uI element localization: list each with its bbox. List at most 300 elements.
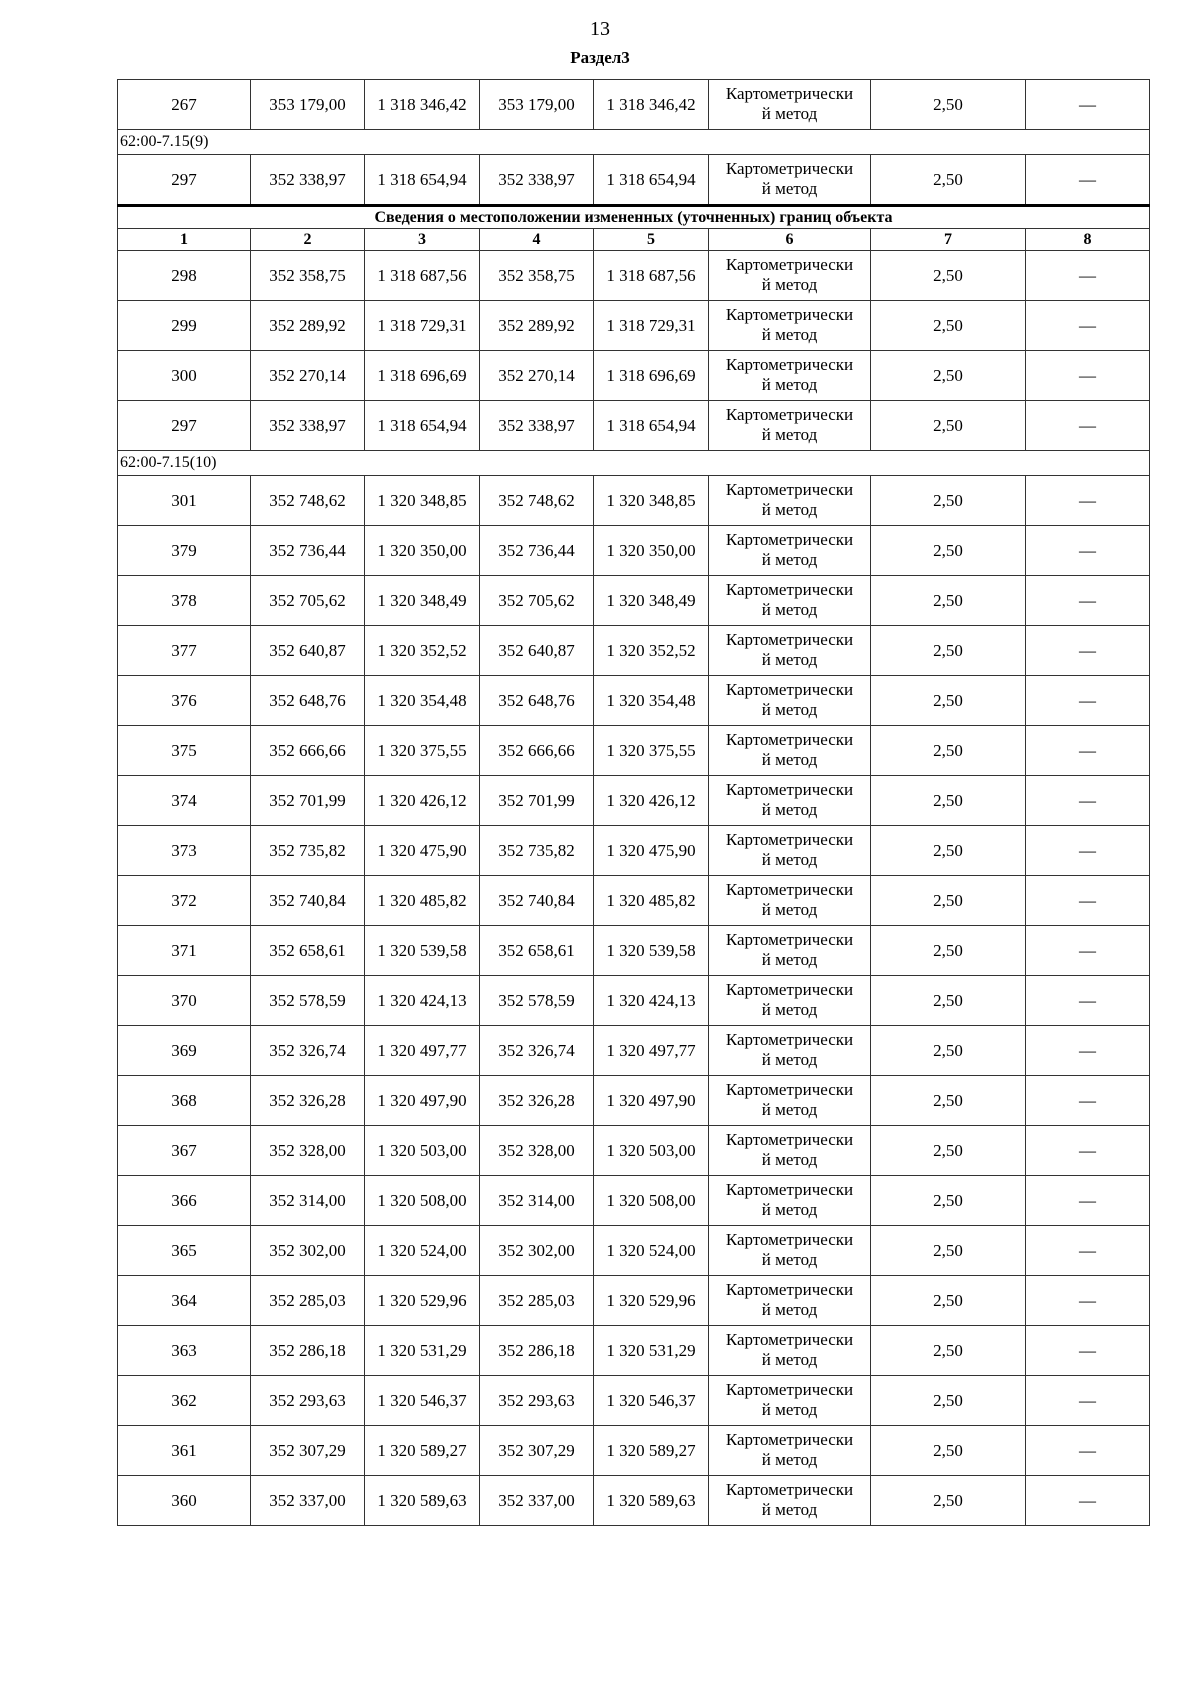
cell-c8: —: [1026, 926, 1150, 976]
cell-c4: 352 270,14: [480, 351, 594, 401]
cell-c5: 1 320 352,52: [594, 626, 709, 676]
method-line2: й метод: [761, 699, 818, 719]
cell-c3: 1 320 524,00: [365, 1226, 480, 1276]
column-number: 6: [709, 229, 871, 251]
cell-c5: 1 318 729,31: [594, 301, 709, 351]
method-line1: Картометрически: [725, 1129, 854, 1149]
cell-c3: 1 320 508,00: [365, 1176, 480, 1226]
method-line2: й метод: [761, 274, 818, 294]
cell-c3: 1 320 589,27: [365, 1426, 480, 1476]
cell-c2: 352 314,00: [251, 1176, 365, 1226]
cell-c3: 1 320 350,00: [365, 526, 480, 576]
cell-c7: 2,50: [871, 1326, 1026, 1376]
method-line1: Картометрически: [725, 1279, 854, 1299]
cell-c7: 2,50: [871, 476, 1026, 526]
group-row: [118, 130, 1150, 155]
method-line1: Картометрически: [725, 929, 854, 949]
cell-c1: 300: [118, 351, 251, 401]
method-line2: й метод: [761, 1049, 818, 1069]
cell-c7: 2,50: [871, 526, 1026, 576]
group-row: [118, 451, 1150, 476]
cell-c8: —: [1026, 1326, 1150, 1376]
cell-c3: 1 320 352,52: [365, 626, 480, 676]
cell-c4: 353 179,00: [480, 80, 594, 130]
cell-c8: —: [1026, 876, 1150, 926]
cell-c8: —: [1026, 726, 1150, 776]
method-line2: й метод: [761, 374, 818, 394]
cell-c3: 1 318 654,94: [365, 401, 480, 451]
method-line1: Картометрически: [725, 979, 854, 999]
method-line2: й метод: [761, 499, 818, 519]
method-line2: й метод: [761, 1449, 818, 1469]
cell-c3: 1 320 354,48: [365, 676, 480, 726]
cell-c2: 352 736,44: [251, 526, 365, 576]
cell-c2: 352 648,76: [251, 676, 365, 726]
cell-c8: —: [1026, 1376, 1150, 1426]
cell-c2: 353 179,00: [251, 80, 365, 130]
method-line2: й метод: [761, 178, 818, 198]
cell-c7: 2,50: [871, 1176, 1026, 1226]
cell-c3: 1 320 485,82: [365, 876, 480, 926]
cell-c1: 297: [118, 401, 251, 451]
cell-method: [709, 476, 871, 526]
cell-c5: 1 318 346,42: [594, 80, 709, 130]
method-line1: Картометрически: [725, 404, 854, 424]
cell-c5: 1 320 503,00: [594, 1126, 709, 1176]
table-row: [118, 401, 1150, 451]
cell-c5: 1 320 354,48: [594, 676, 709, 726]
cell-c2: 352 337,00: [251, 1476, 365, 1526]
cell-c4: 352 748,62: [480, 476, 594, 526]
cell-c4: 352 285,03: [480, 1276, 594, 1326]
cell-c8: —: [1026, 826, 1150, 876]
method-line2: й метод: [761, 549, 818, 569]
cell-c2: 352 338,97: [251, 401, 365, 451]
cell-c8: —: [1026, 476, 1150, 526]
cell-c3: 1 318 687,56: [365, 251, 480, 301]
method-line1: Картометрически: [725, 1379, 854, 1399]
column-number: 3: [365, 229, 480, 251]
cell-c8: —: [1026, 526, 1150, 576]
table-row: [118, 1326, 1150, 1376]
cell-c1: 366: [118, 1176, 251, 1226]
cell-c5: 1 318 687,56: [594, 251, 709, 301]
cell-c1: 367: [118, 1126, 251, 1176]
cell-c8: —: [1026, 1426, 1150, 1476]
cell-c8: —: [1026, 1126, 1150, 1176]
table-row: [118, 1176, 1150, 1226]
group-label: 62:00-7.15(9): [118, 130, 1150, 155]
method-line1: Картометрически: [725, 629, 854, 649]
cell-c8: —: [1026, 1026, 1150, 1076]
cell-c3: 1 318 696,69: [365, 351, 480, 401]
cell-method: [709, 1326, 871, 1376]
method-line2: й метод: [761, 424, 818, 444]
table-row: [118, 526, 1150, 576]
cell-c3: 1 318 729,31: [365, 301, 480, 351]
cell-method: [709, 926, 871, 976]
table-row: [118, 1226, 1150, 1276]
cell-c3: 1 318 654,94: [365, 155, 480, 206]
cell-c1: 364: [118, 1276, 251, 1326]
cell-c1: 267: [118, 80, 251, 130]
cell-c3: 1 320 375,55: [365, 726, 480, 776]
cell-c7: 2,50: [871, 1126, 1026, 1176]
cell-method: [709, 155, 871, 206]
cell-method: [709, 351, 871, 401]
cell-c7: 2,50: [871, 726, 1026, 776]
table-row: [118, 826, 1150, 876]
table-row: [118, 976, 1150, 1026]
cell-method: [709, 1376, 871, 1426]
cell-c7: 2,50: [871, 251, 1026, 301]
table-row: [118, 1276, 1150, 1326]
table-row: [118, 1076, 1150, 1126]
cell-c7: 2,50: [871, 1076, 1026, 1126]
cell-c2: 352 285,03: [251, 1276, 365, 1326]
cell-c8: —: [1026, 1226, 1150, 1276]
cell-method: [709, 876, 871, 926]
cell-c3: 1 318 346,42: [365, 80, 480, 130]
cell-c8: —: [1026, 251, 1150, 301]
cell-c1: 376: [118, 676, 251, 726]
method-line2: й метод: [761, 899, 818, 919]
cell-c5: 1 320 375,55: [594, 726, 709, 776]
cell-c8: —: [1026, 1476, 1150, 1526]
method-line2: й метод: [761, 1499, 818, 1519]
cell-c7: 2,50: [871, 80, 1026, 130]
table-row: [118, 251, 1150, 301]
cell-method: [709, 576, 871, 626]
cell-c7: 2,50: [871, 626, 1026, 676]
cell-c5: 1 320 348,49: [594, 576, 709, 626]
cell-c7: 2,50: [871, 155, 1026, 206]
method-line1: Картометрически: [725, 729, 854, 749]
cell-c5: 1 320 539,58: [594, 926, 709, 976]
cell-c4: 352 736,44: [480, 526, 594, 576]
column-number: 1: [118, 229, 251, 251]
cell-method: [709, 626, 871, 676]
cell-c3: 1 320 539,58: [365, 926, 480, 976]
method-line2: й метод: [761, 749, 818, 769]
cell-method: [709, 301, 871, 351]
method-line1: Картометрически: [725, 579, 854, 599]
cell-c7: 2,50: [871, 351, 1026, 401]
cell-c1: 298: [118, 251, 251, 301]
cell-c1: 363: [118, 1326, 251, 1376]
cell-c2: 352 658,61: [251, 926, 365, 976]
cell-c1: 370: [118, 976, 251, 1026]
cell-method: [709, 251, 871, 301]
method-line2: й метод: [761, 103, 818, 123]
cell-c5: 1 318 654,94: [594, 155, 709, 206]
cell-c5: 1 318 696,69: [594, 351, 709, 401]
column-number: 5: [594, 229, 709, 251]
cell-c8: —: [1026, 401, 1150, 451]
table-row: [118, 1426, 1150, 1476]
cell-c1: 373: [118, 826, 251, 876]
cell-c7: 2,50: [871, 1376, 1026, 1426]
section-title: Раздел3: [570, 48, 630, 67]
cell-c4: 352 302,00: [480, 1226, 594, 1276]
cell-c5: 1 320 589,63: [594, 1476, 709, 1526]
cell-c2: 352 289,92: [251, 301, 365, 351]
method-line2: й метод: [761, 1149, 818, 1169]
table-row: [118, 1026, 1150, 1076]
cell-c8: —: [1026, 626, 1150, 676]
cell-c1: 297: [118, 155, 251, 206]
cell-c5: 1 320 546,37: [594, 1376, 709, 1426]
cell-method: [709, 776, 871, 826]
cell-c7: 2,50: [871, 676, 1026, 726]
cell-c2: 352 701,99: [251, 776, 365, 826]
cell-c8: —: [1026, 1076, 1150, 1126]
method-line2: й метод: [761, 949, 818, 969]
cell-c7: 2,50: [871, 876, 1026, 926]
cell-c4: 352 289,92: [480, 301, 594, 351]
cell-c8: —: [1026, 676, 1150, 726]
method-line1: Картометрически: [725, 1479, 854, 1499]
cell-c7: 2,50: [871, 776, 1026, 826]
cell-c5: 1 320 426,12: [594, 776, 709, 826]
cell-c2: 352 705,62: [251, 576, 365, 626]
table-row: [118, 351, 1150, 401]
method-line1: Картометрически: [725, 479, 854, 499]
cell-c3: 1 320 529,96: [365, 1276, 480, 1326]
cell-c8: —: [1026, 576, 1150, 626]
cell-method: [709, 80, 871, 130]
cell-c2: 352 307,29: [251, 1426, 365, 1476]
table-row: [118, 626, 1150, 676]
cell-method: [709, 676, 871, 726]
cell-c4: 352 314,00: [480, 1176, 594, 1226]
cell-c3: 1 320 348,85: [365, 476, 480, 526]
method-line1: Картометрически: [725, 829, 854, 849]
method-line1: Картометрически: [725, 304, 854, 324]
cell-c8: —: [1026, 1276, 1150, 1326]
method-line2: й метод: [761, 1349, 818, 1369]
cell-c4: 352 338,97: [480, 155, 594, 206]
cell-c2: 352 326,74: [251, 1026, 365, 1076]
cell-c3: 1 320 589,63: [365, 1476, 480, 1526]
cell-c3: 1 320 497,77: [365, 1026, 480, 1076]
cell-c2: 352 358,75: [251, 251, 365, 301]
cell-c5: 1 320 497,77: [594, 1026, 709, 1076]
cell-c2: 352 740,84: [251, 876, 365, 926]
method-line1: Картометрически: [725, 1179, 854, 1199]
cell-c4: 352 307,29: [480, 1426, 594, 1476]
section-header-row: [118, 206, 1150, 229]
column-number: 4: [480, 229, 594, 251]
method-line2: й метод: [761, 1299, 818, 1319]
cell-c3: 1 320 348,49: [365, 576, 480, 626]
cell-c3: 1 320 426,12: [365, 776, 480, 826]
cell-c1: 369: [118, 1026, 251, 1076]
method-line2: й метод: [761, 849, 818, 869]
method-line1: Картометрически: [725, 1429, 854, 1449]
column-number: 2: [251, 229, 365, 251]
cell-c5: 1 320 424,13: [594, 976, 709, 1026]
cell-c5: 1 320 524,00: [594, 1226, 709, 1276]
method-line1: Картометрически: [725, 1229, 854, 1249]
method-line2: й метод: [761, 599, 818, 619]
table-row: [118, 576, 1150, 626]
cell-c4: 352 648,76: [480, 676, 594, 726]
cell-c5: 1 320 529,96: [594, 1276, 709, 1326]
cell-c3: 1 320 503,00: [365, 1126, 480, 1176]
cell-c3: 1 320 475,90: [365, 826, 480, 876]
cell-c1: 375: [118, 726, 251, 776]
cell-c3: 1 320 424,13: [365, 976, 480, 1026]
column-number: 8: [1026, 229, 1150, 251]
cell-c5: 1 320 531,29: [594, 1326, 709, 1376]
cell-c4: 352 337,00: [480, 1476, 594, 1526]
cell-method: [709, 526, 871, 576]
method-line2: й метод: [761, 799, 818, 819]
cell-c1: 371: [118, 926, 251, 976]
table-row: [118, 926, 1150, 976]
method-line2: й метод: [761, 324, 818, 344]
cell-c1: 361: [118, 1426, 251, 1476]
table-row: [118, 676, 1150, 726]
cell-c2: 352 270,14: [251, 351, 365, 401]
table-row: [118, 776, 1150, 826]
cell-c4: 352 578,59: [480, 976, 594, 1026]
cell-c1: 299: [118, 301, 251, 351]
cell-c2: 352 748,62: [251, 476, 365, 526]
coordinates-table: [117, 79, 1150, 1526]
method-line1: Картометрически: [725, 158, 854, 178]
cell-c2: 352 328,00: [251, 1126, 365, 1176]
cell-c4: 352 358,75: [480, 251, 594, 301]
cell-c3: 1 320 546,37: [365, 1376, 480, 1426]
cell-c5: 1 318 654,94: [594, 401, 709, 451]
cell-c4: 352 328,00: [480, 1126, 594, 1176]
table-row: [118, 1126, 1150, 1176]
cell-method: [709, 1076, 871, 1126]
cell-c4: 352 740,84: [480, 876, 594, 926]
cell-c8: —: [1026, 976, 1150, 1026]
cell-c2: 352 286,18: [251, 1326, 365, 1376]
method-line1: Картометрически: [725, 83, 854, 103]
cell-method: [709, 401, 871, 451]
cell-method: [709, 1126, 871, 1176]
cell-c7: 2,50: [871, 976, 1026, 1026]
method-line2: й метод: [761, 999, 818, 1019]
cell-c5: 1 320 485,82: [594, 876, 709, 926]
method-line1: Картометрически: [725, 779, 854, 799]
cell-method: [709, 826, 871, 876]
cell-c7: 2,50: [871, 576, 1026, 626]
method-line2: й метод: [761, 649, 818, 669]
cell-method: [709, 726, 871, 776]
method-line1: Картометрически: [725, 529, 854, 549]
method-line1: Картометрически: [725, 879, 854, 899]
table-row: [118, 1476, 1150, 1526]
cell-method: [709, 1276, 871, 1326]
cell-c7: 2,50: [871, 826, 1026, 876]
cell-c7: 2,50: [871, 926, 1026, 976]
method-line1: Картометрически: [725, 1079, 854, 1099]
cell-c2: 352 578,59: [251, 976, 365, 1026]
cell-c1: 378: [118, 576, 251, 626]
column-number: 7: [871, 229, 1026, 251]
page-number: 13: [590, 18, 610, 40]
cell-c2: 352 338,97: [251, 155, 365, 206]
cell-c2: 352 735,82: [251, 826, 365, 876]
cell-method: [709, 1176, 871, 1226]
cell-c1: 362: [118, 1376, 251, 1426]
cell-c7: 2,50: [871, 1226, 1026, 1276]
cell-c1: 377: [118, 626, 251, 676]
cell-c2: 352 640,87: [251, 626, 365, 676]
cell-c2: 352 326,28: [251, 1076, 365, 1126]
cell-method: [709, 976, 871, 1026]
cell-c4: 352 326,74: [480, 1026, 594, 1076]
cell-c8: —: [1026, 301, 1150, 351]
table-row: [118, 876, 1150, 926]
cell-c1: 301: [118, 476, 251, 526]
cell-c5: 1 320 350,00: [594, 526, 709, 576]
cell-c7: 2,50: [871, 1026, 1026, 1076]
table-body: [118, 80, 1150, 1526]
cell-c4: 352 701,99: [480, 776, 594, 826]
cell-c8: —: [1026, 1176, 1150, 1226]
cell-c4: 352 293,63: [480, 1376, 594, 1426]
method-line1: Картометрически: [725, 1029, 854, 1049]
table-row: [118, 155, 1150, 206]
cell-c1: 368: [118, 1076, 251, 1126]
method-line2: й метод: [761, 1199, 818, 1219]
cell-c1: 360: [118, 1476, 251, 1526]
cell-method: [709, 1026, 871, 1076]
cell-c4: 352 286,18: [480, 1326, 594, 1376]
cell-c5: 1 320 497,90: [594, 1076, 709, 1126]
cell-c5: 1 320 508,00: [594, 1176, 709, 1226]
cell-c7: 2,50: [871, 401, 1026, 451]
cell-c8: —: [1026, 351, 1150, 401]
method-line2: й метод: [761, 1099, 818, 1119]
method-line2: й метод: [761, 1249, 818, 1269]
cell-c3: 1 320 531,29: [365, 1326, 480, 1376]
cell-c4: 352 705,62: [480, 576, 594, 626]
table-row: [118, 726, 1150, 776]
cell-method: [709, 1426, 871, 1476]
cell-c2: 352 302,00: [251, 1226, 365, 1276]
cell-c7: 2,50: [871, 1276, 1026, 1326]
cell-c8: —: [1026, 776, 1150, 826]
cell-c1: 372: [118, 876, 251, 926]
cell-method: [709, 1476, 871, 1526]
method-line1: Картометрически: [725, 679, 854, 699]
cell-c3: 1 320 497,90: [365, 1076, 480, 1126]
table-row: [118, 80, 1150, 130]
cell-c7: 2,50: [871, 1476, 1026, 1526]
cell-c4: 352 666,66: [480, 726, 594, 776]
column-numbers-row: [118, 229, 1150, 251]
cell-c5: 1 320 589,27: [594, 1426, 709, 1476]
table-row: [118, 476, 1150, 526]
cell-c8: —: [1026, 155, 1150, 206]
cell-c1: 379: [118, 526, 251, 576]
table-row: [118, 301, 1150, 351]
cell-c4: 352 338,97: [480, 401, 594, 451]
cell-c8: —: [1026, 80, 1150, 130]
cell-c4: 352 640,87: [480, 626, 594, 676]
cell-c4: 352 326,28: [480, 1076, 594, 1126]
cell-c4: 352 658,61: [480, 926, 594, 976]
method-line1: Картометрически: [725, 354, 854, 374]
